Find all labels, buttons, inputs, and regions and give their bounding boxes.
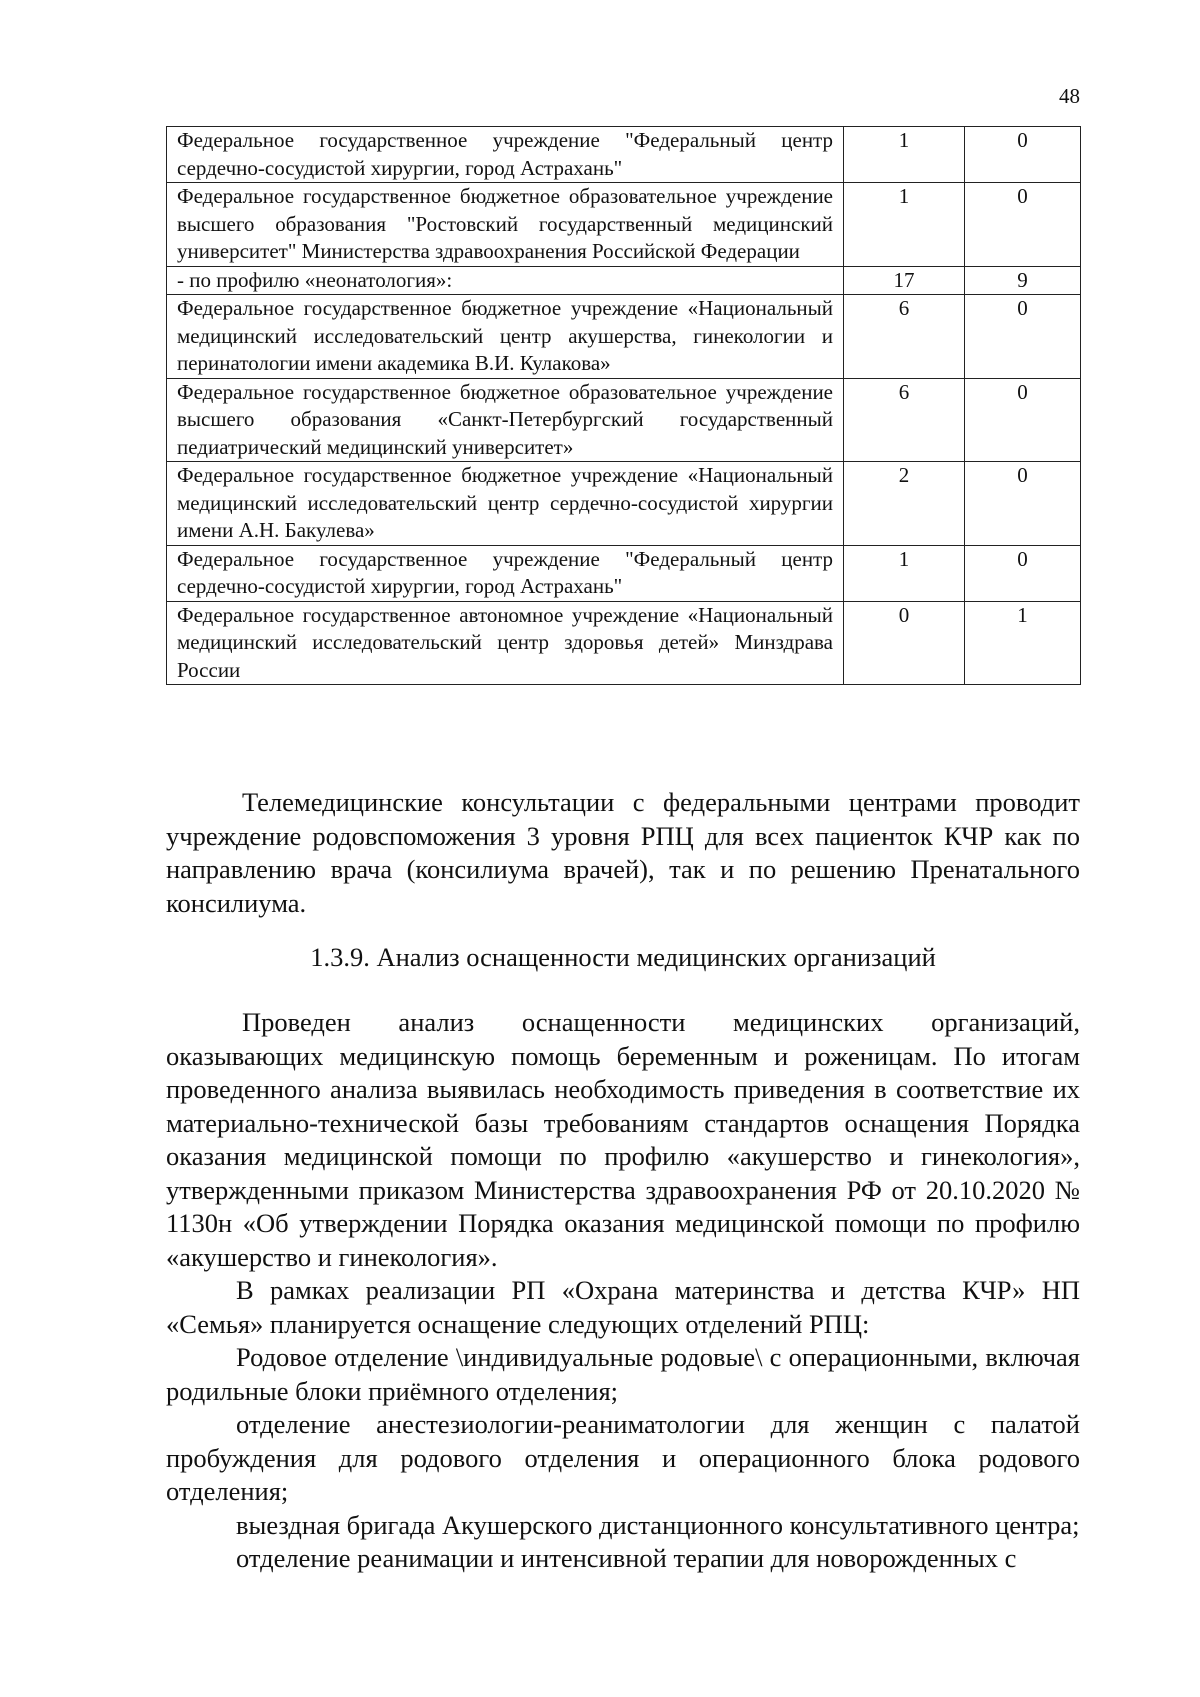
table-row (167, 295, 1081, 379)
count-col2: 0 (965, 545, 1081, 601)
paragraph: Телемедицинские консультации с федеральными центрами проводит учреждение родовспоможения 3 уровня РПЦ для всех пациенток КЧР как по направлению врача (консилиума врачей), так и по решению Пренатального консилиума. (166, 787, 1080, 918)
count-col2: 1 (965, 601, 1081, 685)
count-col1: 2 (844, 462, 965, 546)
institutions-table (166, 126, 1081, 685)
paragraph: В рамках реализации РП «Охрана материнства и детства КЧР» НП «Семья» планируется оснащение следующих отделений РПЦ: (166, 1275, 1080, 1339)
count-col1: 1 (844, 127, 965, 183)
count-col2: 9 (965, 266, 1081, 295)
count-col1: 6 (844, 295, 965, 379)
table-row (167, 601, 1081, 685)
paragraph: Проведен анализ оснащенности медицинских организаций, оказывающих медицинскую помощь беременным и роженицам. По итогам проведенного анализа выявилась необходимость приведения в соответствие их материально-технической базы требованиям стандартов оснащения Порядка оказания медицинской помощи по профилю «акушерство и гинекология», утвержденными приказом Министерства здравоохранения РФ от 20.10.2020 № 1130н «Об утверждении Порядка оказания медицинской помощи по профилю «акушерство и гинекология». (166, 1007, 1080, 1272)
list-item: Родовое отделение \индивидуальные родовые\ с операционными, включая родильные блоки приёмного отделения; (166, 1342, 1080, 1406)
count-col1: 1 (844, 545, 965, 601)
count-col2: 0 (965, 127, 1081, 183)
count-col1: 1 (844, 183, 965, 267)
count-col1: 17 (844, 266, 965, 295)
count-col2: 0 (965, 462, 1081, 546)
count-col1: 6 (844, 378, 965, 462)
table-row (167, 183, 1081, 267)
institution-name: Федеральное государственное учреждение "Федеральный центр сердечно-сосудистой хирургии, город Астрахань" (167, 127, 844, 183)
list-item: отделение анестезиологии-реаниматологии для женщин с палатой пробуждения для родового отделения и операционного блока родового отделения; (166, 1409, 1080, 1506)
institution-name: Федеральное государственное бюджетное образовательное учреждение высшего образования "Ростовский государственный медицинский университет" Министерства здравоохранения Российской Федерации (167, 183, 844, 267)
institution-name: Федеральное государственное бюджетное учреждение «Национальный медицинский исследовательский центр акушерства, гинекологии и перинатологии имени академика В.И. Кулакова» (167, 295, 844, 379)
institution-name: Федеральное государственное бюджетное образовательное учреждение высшего образования «Санкт-Петербургский государственный педиатрический медицинский университет» (167, 378, 844, 462)
profile-subheading: - по профилю «неонатология»: (167, 266, 844, 295)
section-heading: 1.3.9. Анализ оснащенности медицинских организаций (310, 942, 936, 972)
institution-name: Федеральное государственное учреждение "Федеральный центр сердечно-сосудистой хирургии, город Астрахань" (167, 545, 844, 601)
table-row (167, 127, 1081, 183)
count-col2: 0 (965, 183, 1081, 267)
count-col2: 0 (965, 378, 1081, 462)
list-item: отделение реанимации и интенсивной терапии для новорожденных с (236, 1543, 1017, 1573)
analysis-block (166, 1006, 1080, 1576)
table-row (167, 266, 1081, 295)
count-col2: 0 (965, 295, 1081, 379)
list-item: выездная бригада Акушерского дистанционного консультативного центра; (236, 1509, 1080, 1540)
page-number: 48 (1059, 84, 1080, 108)
table-row (167, 545, 1081, 601)
institution-name: Федеральное государственное автономное учреждение «Национальный медицинский исследовательский центр здоровья детей» Минздрава России (167, 601, 844, 685)
table-row (167, 462, 1081, 546)
count-col1: 0 (844, 601, 965, 685)
institution-name: Федеральное государственное бюджетное учреждение «Национальный медицинский исследовательский центр сердечно-сосудистой хирургии имени А.Н. Бакулева» (167, 462, 844, 546)
table-row (167, 378, 1081, 462)
telemedicine-block (166, 786, 1080, 920)
